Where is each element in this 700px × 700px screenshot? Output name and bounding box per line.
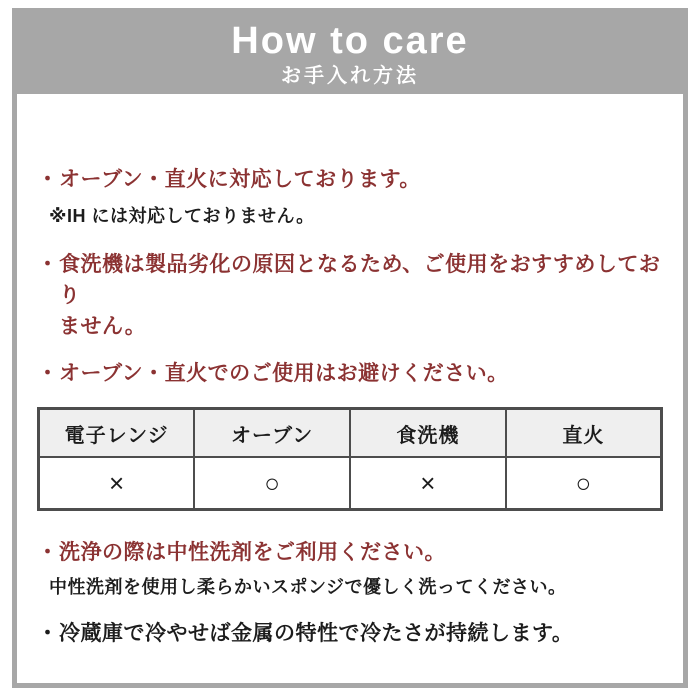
bullet-dot: ・: [37, 622, 59, 645]
bullet-dot: ・: [37, 168, 59, 191]
note-avoid-use: [37, 358, 663, 389]
note-ih-unsupported: ※IH には対応しておりません。: [49, 206, 315, 226]
compatibility-value-row: [39, 457, 662, 510]
card-frame: [12, 8, 688, 688]
val-dishwasher: ×: [350, 457, 506, 510]
note-detergent: [37, 537, 663, 568]
care-notes: [17, 164, 683, 649]
note-fridge-text: 冷蔵庫で冷やせば金属の特性で冷たさが持続します。: [59, 622, 574, 645]
note-oven-flame-supported: [37, 164, 663, 195]
col-oven: オーブン: [194, 409, 350, 458]
note-dishwasher-warning-text: 食洗機は製品劣化の原因となるため、ご使用をおすすめしており ません。: [59, 253, 661, 338]
bullet-dot: ・: [37, 362, 59, 385]
col-open-flame: 直火: [506, 409, 662, 458]
page-subtitle: お手入れ方法: [281, 65, 419, 87]
compatibility-header-row: [39, 409, 662, 458]
note-avoid-use-text: オーブン・直火でのご使用はお避けください。: [59, 362, 509, 385]
note-sponge: 中性洗剤を使用し柔らかいスポンジで優しく洗ってください。: [49, 577, 567, 597]
compatibility-table: [37, 407, 663, 511]
note-oven-flame-supported-text: オーブン・直火に対応しております。: [59, 168, 421, 191]
header-band: [17, 13, 683, 94]
note-detergent-text: 洗浄の際は中性洗剤をご利用ください。: [59, 541, 446, 564]
val-oven: ○: [194, 457, 350, 510]
note-fridge: [37, 618, 663, 649]
val-open-flame: ○: [506, 457, 662, 510]
col-dishwasher: 食洗機: [350, 409, 506, 458]
bullet-dot: ・: [37, 541, 59, 564]
page-title: How to care: [231, 20, 469, 62]
note-dishwasher-warning: [37, 249, 663, 342]
col-microwave: 電子レンジ: [39, 409, 195, 458]
bullet-dot: ・: [37, 253, 59, 276]
val-microwave: ×: [39, 457, 195, 510]
